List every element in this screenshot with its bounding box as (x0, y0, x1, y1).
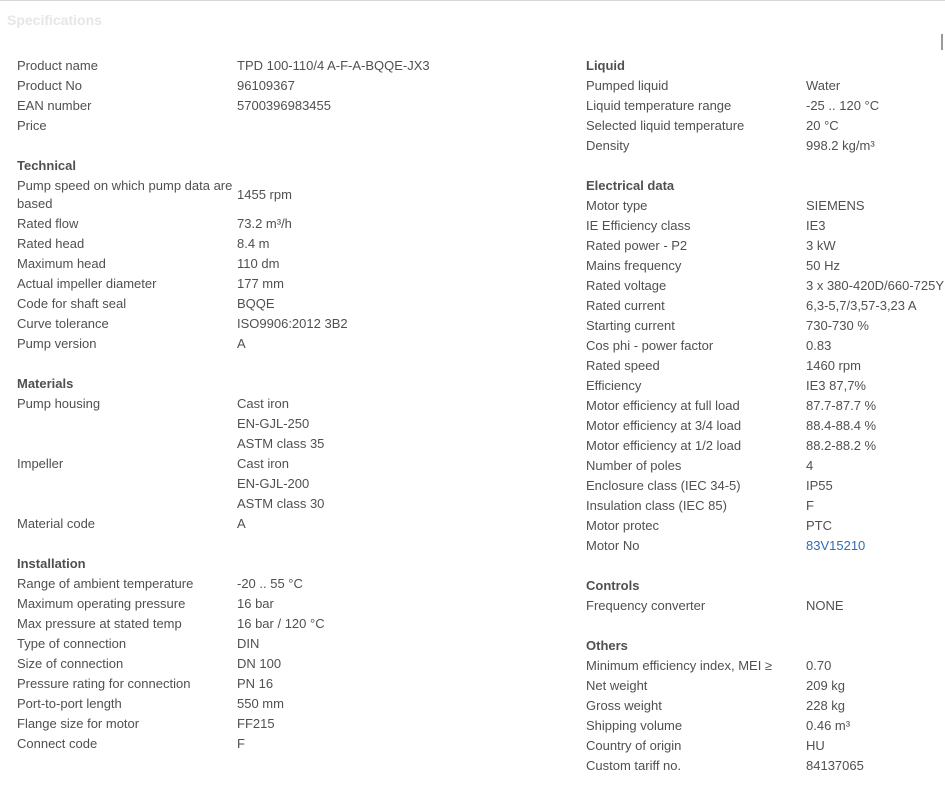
spec-value-text: 209 kg (806, 678, 846, 693)
spec-value-text: 16 bar (237, 596, 274, 611)
spec-value-text: SIEMENS (806, 198, 865, 213)
spec-value (237, 634, 259, 654)
spec-row-motor-efficiency-at-1-2-load (586, 436, 945, 456)
spec-row-minimum-efficiency-index-mei (586, 656, 945, 676)
spec-value (806, 436, 876, 456)
spec-label: Actual impeller diameter (17, 276, 157, 291)
spec-value-text: 20 °C (806, 118, 839, 133)
spec-value-line: Cast iron (237, 456, 290, 471)
spec-value (806, 716, 850, 736)
spec-label: Liquid temperature range (586, 98, 732, 113)
spec-label: Range of ambient temperature (17, 576, 194, 591)
spec-value-text: TPD 100-110/4 A-F-A-BQQE-JX3 (237, 58, 430, 73)
scrollbar-thumb[interactable] (941, 34, 943, 50)
spec-label: Max pressure at stated temp (17, 616, 182, 631)
spec-row-rated-voltage (586, 276, 945, 296)
spec-value (806, 376, 866, 396)
left-spec-column (17, 56, 577, 774)
spec-value-line: EN-GJL-200 (237, 476, 310, 491)
spec-row-cos-phi-power-factor (586, 336, 945, 356)
spec-value-text: 8.4 m (237, 236, 270, 251)
spec-label: Pump housing (17, 396, 101, 411)
spec-label: Type of connection (17, 636, 127, 651)
spec-label: Net weight (586, 678, 648, 693)
spec-value (806, 396, 876, 416)
spec-label: Starting current (586, 318, 675, 333)
spec-label: Motor efficiency at 3/4 load (586, 418, 742, 433)
spec-row-rated-flow (17, 214, 577, 234)
section-title-others: Others (586, 638, 628, 653)
spec-label: Pump speed on which pump data are based (17, 178, 233, 211)
spec-row-product-name (17, 56, 577, 76)
spec-row-motor-protec (586, 516, 945, 536)
section-title-controls: Controls (586, 578, 640, 593)
spec-row-density (586, 136, 945, 156)
spec-value-text: 88.4-88.4 % (806, 418, 877, 433)
spec-value (806, 256, 840, 276)
spec-row-maximum-head (17, 254, 577, 274)
spec-value (237, 394, 324, 454)
section-others (586, 636, 945, 776)
spec-label: Density (586, 138, 630, 153)
section-title-electrical: Electrical data (586, 178, 675, 193)
spec-value (806, 416, 876, 436)
spec-value (806, 116, 839, 136)
spec-value (806, 696, 845, 716)
top-divider (0, 0, 945, 1)
spec-row-price (17, 116, 577, 136)
spec-row-ean-number (17, 96, 577, 116)
spec-label: Maximum operating pressure (17, 596, 186, 611)
spec-label: Pump version (17, 336, 97, 351)
spec-value-text: 88.2-88.2 % (806, 438, 877, 453)
spec-value-text: DIN (237, 636, 260, 651)
spec-value-line: Cast iron (237, 396, 290, 411)
spec-value (237, 454, 324, 514)
spec-row-frequency-converter (586, 596, 945, 616)
spec-value (806, 516, 832, 536)
spec-value-text: 87.7-87.7 % (806, 398, 877, 413)
spec-row-pump-housing (17, 394, 577, 454)
spec-value-text: 73.2 m³/h (237, 216, 292, 231)
spec-value (237, 294, 275, 314)
spec-value (806, 276, 944, 296)
spec-label: Rated voltage (586, 278, 667, 293)
spec-row-motor-type (586, 196, 945, 216)
spec-value-text: ISO9906:2012 3B2 (237, 316, 348, 331)
spec-value-text: NONE (806, 598, 844, 613)
spec-value-line: EN-GJL-250 (237, 416, 310, 431)
spec-row-motor-no (586, 536, 945, 556)
spec-value-text: 177 mm (237, 276, 284, 291)
section-general (17, 56, 577, 136)
spec-value (806, 76, 840, 96)
spec-label: Rated flow (17, 216, 79, 231)
spec-value-text: 730-730 % (806, 318, 869, 333)
section-liquid (586, 56, 945, 156)
spec-value-text: 0.83 (806, 338, 832, 353)
spec-value (237, 714, 275, 734)
spec-value-text: 5700396983455 (237, 98, 331, 113)
spec-label: Motor protec (586, 518, 659, 533)
spec-value (806, 336, 831, 356)
spec-value (237, 214, 292, 234)
spec-label: Rated head (17, 236, 85, 251)
spec-value-text: A (237, 516, 246, 531)
section-title-installation: Installation (17, 556, 86, 571)
spec-value[interactable] (806, 536, 865, 556)
spec-label: Motor efficiency at full load (586, 398, 740, 413)
spec-value-line: ASTM class 35 (237, 436, 325, 451)
spec-row-mains-frequency (586, 256, 945, 276)
spec-value (806, 236, 836, 256)
spec-value (237, 514, 246, 534)
spec-value (806, 296, 917, 316)
spec-label: Material code (17, 516, 96, 531)
spec-row-shipping-volume (586, 716, 945, 736)
spec-label: Mains frequency (586, 258, 682, 273)
spec-value (806, 476, 833, 496)
spec-value (806, 136, 875, 156)
spec-label: Size of connection (17, 656, 124, 671)
spec-row-enclosure-class-iec-34-5 (586, 476, 945, 496)
spec-row-pump-version (17, 334, 577, 354)
spec-label: Shipping volume (586, 718, 683, 733)
spec-value-text: F (806, 498, 814, 513)
spec-value-text: -25 .. 120 °C (806, 98, 880, 113)
spec-value (806, 736, 825, 756)
spec-value-text: HU (806, 738, 825, 753)
spec-value-text: IE3 87,7% (806, 378, 866, 393)
spec-value-text: BQQE (237, 296, 275, 311)
spec-row-pressure-rating-for-connection (17, 674, 577, 694)
spec-row-actual-impeller-diameter (17, 274, 577, 294)
spec-value-text: 0.46 m³ (806, 718, 851, 733)
spec-label: Rated current (586, 298, 665, 313)
spec-row-size-of-connection (17, 654, 577, 674)
spec-row-efficiency (586, 376, 945, 396)
spec-value-text: Water (806, 78, 841, 93)
spec-value-text: 998.2 kg/m³ (806, 138, 875, 153)
spec-row-rated-current (586, 296, 945, 316)
spec-value-text: PN 16 (237, 676, 274, 691)
spec-label: Insulation class (IEC 85) (586, 498, 727, 513)
spec-value-text: 4 (806, 458, 814, 473)
spec-value (237, 574, 303, 594)
spec-value-text: 1460 rpm (806, 358, 861, 373)
spec-label: Product No (17, 78, 83, 93)
spec-row-code-for-shaft-seal (17, 294, 577, 314)
spec-value-text: 3 x 380-420D/660-725Y (806, 278, 945, 293)
spec-label: Selected liquid temperature (586, 118, 745, 133)
spec-value-text: A (237, 336, 246, 351)
spec-row-range-of-ambient-temperature (17, 574, 577, 594)
spec-row-rated-power-p2 (586, 236, 945, 256)
spec-value (806, 196, 865, 216)
spec-label: Efficiency (586, 378, 642, 393)
spec-label: Price (17, 118, 47, 133)
spec-value-text: DN 100 (237, 656, 282, 671)
spec-value (237, 654, 281, 674)
spec-value (806, 456, 813, 476)
spec-row-insulation-class-iec-85 (586, 496, 945, 516)
spec-value-text: 0.70 (806, 658, 832, 673)
spec-value-text: 16 bar / 120 °C (237, 616, 325, 631)
spec-value (237, 314, 348, 334)
spec-row-ie-efficiency-class (586, 216, 945, 236)
spec-label: Curve tolerance (17, 316, 109, 331)
spec-value-text: 228 kg (806, 698, 846, 713)
spec-value (237, 734, 245, 754)
spec-value (237, 674, 273, 694)
spec-value-text: 550 mm (237, 696, 284, 711)
right-spec-column (586, 56, 945, 796)
spec-value (806, 656, 831, 676)
page-title: Specifications (7, 12, 102, 28)
spec-row-type-of-connection (17, 634, 577, 654)
spec-value-text: 3 kW (806, 238, 836, 253)
spec-row-liquid-temperature-range (586, 96, 945, 116)
spec-row-max-pressure-at-stated-temp (17, 614, 577, 634)
spec-label: IE Efficiency class (586, 218, 691, 233)
spec-label: Rated power - P2 (586, 238, 688, 253)
spec-row-curve-tolerance (17, 314, 577, 334)
spec-label: Cos phi - power factor (586, 338, 714, 353)
spec-row-number-of-poles (586, 456, 945, 476)
section-controls (586, 576, 945, 616)
spec-value (237, 76, 295, 96)
spec-value (806, 316, 869, 336)
spec-value (237, 274, 284, 294)
spec-value (237, 594, 274, 614)
spec-value (237, 234, 270, 254)
spec-label: Frequency converter (586, 598, 706, 613)
spec-row-pumped-liquid (586, 76, 945, 96)
spec-row-connect-code (17, 734, 577, 754)
spec-row-country-of-origin (586, 736, 945, 756)
spec-value-text: F (237, 736, 245, 751)
spec-label: Product name (17, 58, 98, 73)
section-materials (17, 374, 577, 534)
spec-label: Code for shaft seal (17, 296, 127, 311)
spec-row-motor-efficiency-at-3-4-load (586, 416, 945, 436)
spec-row-rated-head (17, 234, 577, 254)
spec-row-net-weight (586, 676, 945, 696)
spec-row-pump-speed-on-which-pump-data-are-based (17, 176, 577, 214)
spec-value-text: 110 dm (237, 256, 280, 271)
spec-value (237, 254, 279, 274)
spec-row-impeller (17, 454, 577, 514)
spec-value-text: 6,3-5,7/3,57-3,23 A (806, 298, 917, 313)
spec-label: Minimum efficiency index, MEI ≥ (586, 658, 773, 673)
spec-value (237, 56, 430, 76)
spec-value (806, 676, 845, 696)
section-title-liquid: Liquid (586, 58, 625, 73)
spec-label: Number of poles (586, 458, 682, 473)
section-title-materials: Materials (17, 376, 74, 391)
spec-value (806, 596, 844, 616)
spec-label: Flange size for motor (17, 716, 140, 731)
spec-label: Rated speed (586, 358, 660, 373)
spec-value (806, 756, 864, 776)
spec-value (806, 216, 826, 236)
spec-row-custom-tariff-no (586, 756, 945, 776)
spec-row-flange-size-for-motor (17, 714, 577, 734)
spec-label: EAN number (17, 98, 92, 113)
section-electrical (586, 176, 945, 556)
spec-value (806, 356, 861, 376)
spec-value (237, 614, 325, 634)
spec-value-line: ASTM class 30 (237, 496, 325, 511)
spec-label: Maximum head (17, 256, 106, 271)
spec-value (237, 96, 331, 116)
section-title-technical: Technical (17, 158, 77, 173)
spec-value (806, 96, 879, 116)
spec-label: Motor type (586, 198, 648, 213)
spec-value-text: 96109367 (237, 78, 295, 93)
spec-row-starting-current (586, 316, 945, 336)
spec-value-text: IE3 (806, 218, 826, 233)
spec-value-text: 84137065 (806, 758, 864, 773)
spec-value-text: 1455 rpm (237, 187, 292, 202)
spec-row-selected-liquid-temperature (586, 116, 945, 136)
spec-label: Custom tariff no. (586, 758, 682, 773)
spec-label: Country of origin (586, 738, 682, 753)
motor-no-link[interactable]: 83V15210 (806, 538, 866, 553)
spec-value-text: -20 .. 55 °C (237, 576, 303, 591)
spec-value (237, 176, 292, 214)
spec-label: Impeller (17, 456, 64, 471)
spec-value-text: FF215 (237, 716, 275, 731)
spec-row-rated-speed (586, 356, 945, 376)
section-installation (17, 554, 577, 754)
spec-label: Port-to-port length (17, 696, 122, 711)
spec-value (237, 694, 284, 714)
spec-row-product-no (17, 76, 577, 96)
spec-label: Motor efficiency at 1/2 load (586, 438, 742, 453)
spec-value-text: 50 Hz (806, 258, 840, 273)
spec-row-port-to-port-length (17, 694, 577, 714)
spec-value-text: IP55 (806, 478, 833, 493)
spec-row-motor-efficiency-at-full-load (586, 396, 945, 416)
spec-label: Pressure rating for connection (17, 676, 191, 691)
spec-value-text: PTC (806, 518, 832, 533)
spec-label: Pumped liquid (586, 78, 669, 93)
spec-row-material-code (17, 514, 577, 534)
spec-value (806, 496, 814, 516)
spec-label: Gross weight (586, 698, 662, 713)
spec-label: Motor No (586, 538, 640, 553)
spec-label: Connect code (17, 736, 98, 751)
spec-label: Enclosure class (IEC 34-5) (586, 478, 741, 493)
spec-row-maximum-operating-pressure (17, 594, 577, 614)
spec-row-gross-weight (586, 696, 945, 716)
spec-value (237, 334, 246, 354)
section-technical (17, 156, 577, 354)
